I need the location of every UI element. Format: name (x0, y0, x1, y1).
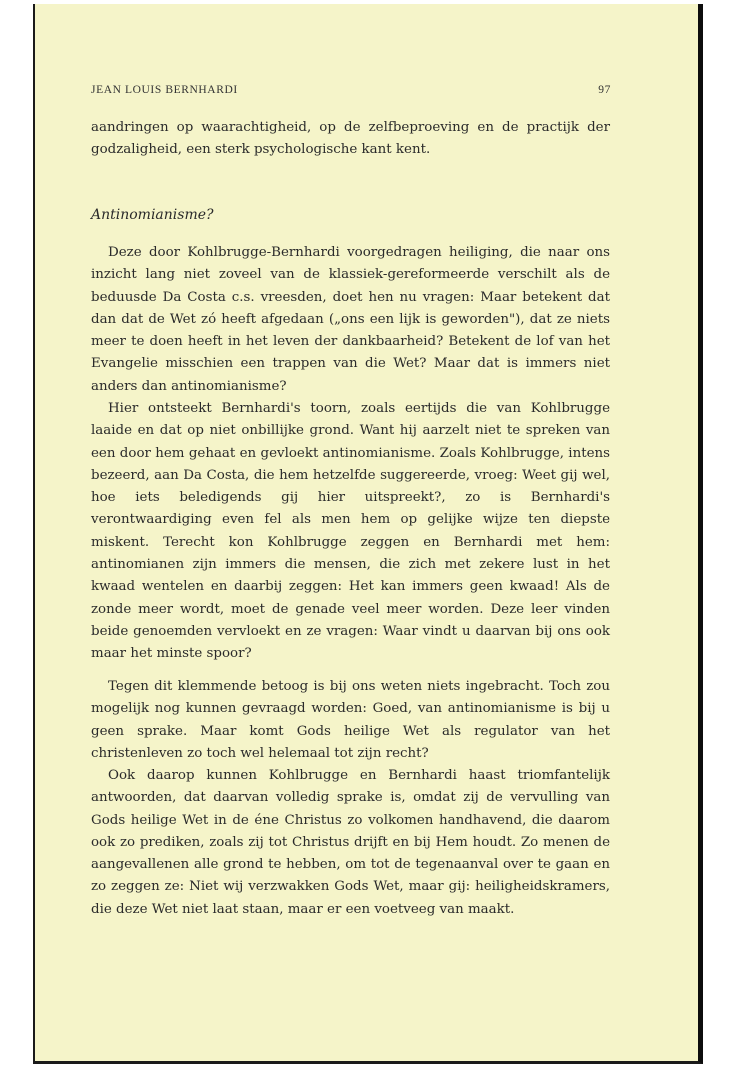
running-title: JEAN LOUIS BERNHARDI (91, 84, 238, 96)
paragraph-2: Hier ontsteekt Bernhardi's toorn, zoals eertijds die van Kohlbrugge laaide en dat op niet onbillijke grond. Want hij aarzelt niet te spreken van een door hem gehaat en gevloekt antinomianisme. Zoals Kohlbrugge, intens bezeerd, aan Da Costa, die hem hetzelfde suggereerde, vroeg: Weet gij wel, hoe iets beledigends gij hier uitspreekt?, zo is Bernhardi's verontwaardiging even fel als men hem op gelijke wijze ten diepste miskent. Terecht kon Kohlbrugge zeggen en Bernhardi met hem: antinomianen zijn immers die mensen, die zich met zekere lust in het kwaad wentelen en daarbij zeggen: Het kan immers geen kwaad! Als de zonde meer wordt, moet de genade veel meer worden. Deze leer vinden beide genoemden vervloekt en ze vragen: Waar vindt u daarvan bij ons ook maar het minste spoor? (91, 401, 610, 662)
paragraph-1: Deze door Kohlbrugge-Bernhardi voorgedragen heiliging, die naar ons inzicht lang niet zoveel van de klassiek-gereformeerde verschilt als de beduusde Da Costa c.s. vreesden, doet hen nu vragen: Maar betekent dat dan dat de Wet zó heeft afgedaan („ons een lijk is geworden"), dat ze niets meer te doen heeft in het leven der dankbaarheid? Betekent de lof van het Evangelie misschien een trappen van die Wet? Maar dat is immers niet anders dan antinomianisme? (91, 245, 610, 394)
section-heading: Antinomianisme? (91, 207, 214, 223)
page-number: 97 (598, 84, 611, 96)
paragraph-4: Ook daarop kunnen Kohlbrugge en Bernhardi haast triomfantelijk antwoorden, dat daarvan volledig sprake is, omdat zij de vervulling van Gods heilige Wet in de éne Christus zo volkomen handhavend, die daarom ook zo prediken, zoals zij tot Christus drijft en bij Hem houdt. Zo menen de aangevallenen alle grond te hebben, om tot de tegenaanval over te gaan en zo zeggen ze: Niet wij verzwakken Gods Wet, maar gij: heiligheidskramers, die deze Wet niet laat staan, maar er een voetveeg van maakt. (91, 768, 610, 917)
paragraph-3: Tegen dit klemmende betoog is bij ons weten niets ingebracht. Toch zou mogelijk nog kunnen gevraagd worden: Goed, van antinomianisme is bij u geen sprake. Maar komt Gods heilige Wet als regulator van het christenleven zo toch wel helemaal tot zijn recht? (91, 679, 610, 761)
intro-paragraph: aandringen op waarachtigheid, op de zelfbeproeving en de practijk der godzaligheid, een sterk psychologische kant kent. (91, 120, 610, 158)
